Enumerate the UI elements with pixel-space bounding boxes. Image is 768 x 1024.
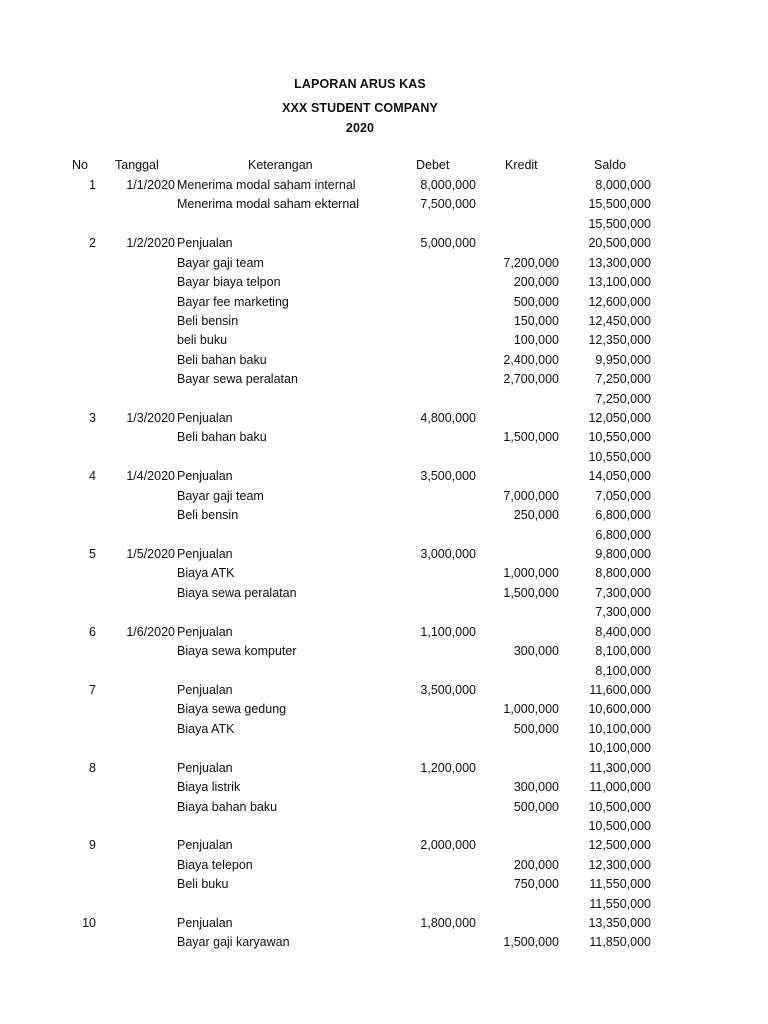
cell-keterangan: Biaya sewa gedung bbox=[177, 702, 287, 717]
cell-keterangan: Beli bensin bbox=[177, 508, 239, 523]
cell-kredit: 200,000 bbox=[513, 275, 559, 290]
cell-kredit: 300,000 bbox=[513, 780, 559, 795]
table-row bbox=[0, 564, 768, 583]
table-row bbox=[0, 487, 768, 506]
cell-kredit: 500,000 bbox=[513, 799, 559, 814]
cell-keterangan: Penjualan bbox=[177, 624, 233, 639]
cell-saldo: 11,850,000 bbox=[589, 935, 651, 950]
cell-saldo: 7,250,000 bbox=[595, 372, 651, 387]
cell-saldo: 10,500,000 bbox=[588, 818, 651, 833]
table-row bbox=[0, 603, 768, 622]
cell-kredit: 2,700,000 bbox=[503, 372, 559, 387]
cell-no: 3 bbox=[89, 411, 96, 426]
cell-saldo: 10,100,000 bbox=[588, 741, 651, 756]
cell-debet: 4,800,000 bbox=[420, 411, 476, 426]
company-name: XXX STUDENT COMPANY bbox=[282, 101, 438, 115]
cell-keterangan: Penjualan bbox=[177, 760, 233, 775]
cell-no: 5 bbox=[89, 547, 96, 562]
cell-debet: 7,500,000 bbox=[420, 197, 476, 212]
cell-kredit: 300,000 bbox=[513, 644, 559, 659]
table-row bbox=[0, 856, 768, 875]
cell-keterangan: Penjualan bbox=[177, 411, 233, 426]
cell-saldo: 10,100,000 bbox=[588, 721, 651, 736]
cell-saldo: 6,800,000 bbox=[595, 508, 651, 523]
cell-saldo: 7,050,000 bbox=[595, 488, 651, 503]
table-row bbox=[0, 914, 768, 933]
cell-no: 9 bbox=[89, 838, 96, 853]
table-row bbox=[0, 759, 768, 778]
cell-saldo: 20,500,000 bbox=[588, 236, 651, 251]
cell-keterangan: Biaya bahan baku bbox=[177, 799, 278, 814]
cell-saldo: 12,300,000 bbox=[588, 857, 651, 872]
cell-keterangan: Penjualan bbox=[177, 236, 233, 251]
cell-kredit: 2,400,000 bbox=[503, 352, 559, 367]
header-keterangan: Keterangan bbox=[248, 158, 313, 172]
table-row bbox=[0, 390, 768, 409]
cell-keterangan: Bayar sewa peralatan bbox=[177, 372, 298, 387]
table-row bbox=[0, 875, 768, 894]
table-row bbox=[0, 526, 768, 545]
cell-kredit: 500,000 bbox=[513, 721, 559, 736]
cell-saldo: 8,100,000 bbox=[595, 644, 651, 659]
cell-debet: 3,500,000 bbox=[420, 682, 476, 697]
cell-debet: 3,500,000 bbox=[420, 469, 476, 484]
cell-kredit: 150,000 bbox=[513, 313, 559, 328]
cell-saldo: 12,050,000 bbox=[588, 411, 651, 426]
cell-keterangan: Biaya telepon bbox=[177, 857, 253, 872]
cell-kredit: 200,000 bbox=[513, 857, 559, 872]
table-row bbox=[0, 739, 768, 758]
cell-keterangan: Beli bahan baku bbox=[177, 430, 267, 445]
cell-saldo: 12,350,000 bbox=[588, 333, 651, 348]
cell-saldo: 6,800,000 bbox=[595, 527, 651, 542]
cell-keterangan: Penjualan bbox=[177, 547, 233, 562]
table-row bbox=[0, 681, 768, 700]
cell-saldo: 12,500,000 bbox=[588, 838, 651, 853]
cash-flow-table bbox=[0, 176, 768, 953]
table-row bbox=[0, 254, 768, 273]
cell-debet: 5,000,000 bbox=[420, 236, 476, 251]
cell-keterangan: Penjualan bbox=[177, 682, 233, 697]
table-row bbox=[0, 642, 768, 661]
cell-saldo: 7,300,000 bbox=[595, 605, 651, 620]
cell-tanggal: 1/5/2020 bbox=[126, 547, 175, 562]
cell-saldo: 9,800,000 bbox=[595, 547, 651, 562]
cell-saldo: 13,100,000 bbox=[588, 275, 651, 290]
cell-no: 8 bbox=[89, 760, 96, 775]
cell-kredit: 1,500,000 bbox=[503, 935, 559, 950]
table-row bbox=[0, 370, 768, 389]
cell-keterangan: Bayar gaji karyawan bbox=[177, 935, 290, 950]
cell-saldo: 8,000,000 bbox=[595, 178, 651, 192]
cell-saldo: 15,500,000 bbox=[588, 197, 651, 212]
cell-no: 6 bbox=[89, 624, 96, 639]
table-row bbox=[0, 234, 768, 253]
table-row bbox=[0, 331, 768, 350]
table-row bbox=[0, 836, 768, 855]
cell-kredit: 1,500,000 bbox=[503, 430, 559, 445]
cell-kredit: 1,500,000 bbox=[503, 585, 559, 600]
table-row bbox=[0, 895, 768, 914]
cell-debet: 8,000,000 bbox=[420, 178, 476, 192]
cell-kredit: 500,000 bbox=[513, 294, 559, 309]
cell-tanggal: 1/3/2020 bbox=[126, 411, 175, 426]
table-row bbox=[0, 584, 768, 603]
table-row bbox=[0, 448, 768, 467]
cell-saldo: 11,300,000 bbox=[589, 760, 651, 775]
cell-keterangan: Bayar biaya telpon bbox=[177, 275, 281, 290]
cell-keterangan: Biaya ATK bbox=[177, 721, 235, 736]
cell-debet: 2,000,000 bbox=[420, 838, 476, 853]
table-row bbox=[0, 215, 768, 234]
cell-keterangan: Beli bahan baku bbox=[177, 352, 267, 367]
table-row bbox=[0, 351, 768, 370]
cell-tanggal: 1/1/2020 bbox=[126, 178, 175, 192]
report-title: LAPORAN ARUS KAS bbox=[294, 77, 426, 91]
table-row bbox=[0, 409, 768, 428]
table-row bbox=[0, 428, 768, 447]
cell-saldo: 15,500,000 bbox=[588, 216, 651, 231]
cell-saldo: 11,000,000 bbox=[589, 780, 651, 795]
table-row bbox=[0, 176, 768, 195]
cell-kredit: 100,000 bbox=[513, 333, 559, 348]
cell-saldo: 8,400,000 bbox=[595, 624, 651, 639]
cell-keterangan: Penjualan bbox=[177, 469, 233, 484]
cell-saldo: 8,100,000 bbox=[595, 663, 651, 678]
header-no: No bbox=[72, 158, 88, 172]
table-row bbox=[0, 720, 768, 739]
cell-kredit: 7,000,000 bbox=[503, 488, 559, 503]
cell-saldo: 11,550,000 bbox=[589, 896, 651, 911]
cell-kredit: 750,000 bbox=[513, 877, 559, 892]
cell-saldo: 11,600,000 bbox=[589, 682, 651, 697]
cell-saldo: 12,600,000 bbox=[588, 294, 651, 309]
table-row bbox=[0, 662, 768, 681]
cell-saldo: 14,050,000 bbox=[588, 469, 651, 484]
cell-keterangan: Penjualan bbox=[177, 838, 233, 853]
cell-no: 4 bbox=[89, 469, 96, 484]
cell-kredit: 7,200,000 bbox=[503, 255, 559, 270]
cell-kredit: 250,000 bbox=[513, 508, 559, 523]
cell-no: 7 bbox=[89, 682, 96, 697]
table-row bbox=[0, 545, 768, 564]
table-row bbox=[0, 933, 768, 952]
cell-saldo: 10,500,000 bbox=[588, 799, 651, 814]
cell-keterangan: Beli bensin bbox=[177, 313, 239, 328]
cell-keterangan: Biaya sewa komputer bbox=[177, 644, 297, 659]
cell-keterangan: Menerima modal saham ekternal bbox=[177, 197, 360, 212]
cell-debet: 1,200,000 bbox=[420, 760, 476, 775]
table-row bbox=[0, 195, 768, 214]
cell-saldo: 10,600,000 bbox=[588, 702, 651, 717]
cell-keterangan: Bayar fee marketing bbox=[177, 294, 289, 309]
cell-saldo: 11,550,000 bbox=[589, 877, 651, 892]
cell-keterangan: Menerima modal saham internal bbox=[177, 178, 356, 192]
cell-tanggal: 1/6/2020 bbox=[126, 624, 175, 639]
cell-keterangan: Bayar gaji team bbox=[177, 255, 264, 270]
cell-saldo: 9,950,000 bbox=[595, 352, 651, 367]
table-row bbox=[0, 817, 768, 836]
table-row bbox=[0, 312, 768, 331]
cell-keterangan: Bayar gaji team bbox=[177, 488, 264, 503]
cell-debet: 3,000,000 bbox=[420, 547, 476, 562]
cell-debet: 1,800,000 bbox=[420, 916, 476, 931]
header-debet: Debet bbox=[416, 158, 450, 172]
cell-saldo: 7,250,000 bbox=[595, 391, 651, 406]
cell-keterangan: Biaya sewa peralatan bbox=[177, 585, 297, 600]
report-year: 2020 bbox=[345, 121, 375, 135]
cell-saldo: 10,550,000 bbox=[588, 430, 651, 445]
cell-saldo: 10,550,000 bbox=[588, 449, 651, 464]
header-kredit: Kredit bbox=[505, 158, 538, 172]
cell-keterangan: Beli buku bbox=[177, 877, 229, 892]
header-saldo: Saldo bbox=[594, 158, 626, 172]
table-row bbox=[0, 293, 768, 312]
cell-saldo: 7,300,000 bbox=[595, 585, 651, 600]
table-row bbox=[0, 798, 768, 817]
table-row bbox=[0, 506, 768, 525]
cell-keterangan: Biaya listrik bbox=[177, 780, 241, 795]
table-row bbox=[0, 700, 768, 719]
cell-saldo: 13,350,000 bbox=[588, 916, 651, 931]
cell-no: 10 bbox=[82, 916, 96, 931]
header-tanggal: Tanggal bbox=[115, 158, 159, 172]
cell-keterangan: Penjualan bbox=[177, 916, 233, 931]
cell-kredit: 1,000,000 bbox=[503, 702, 559, 717]
cell-kredit: 1,000,000 bbox=[503, 566, 559, 581]
table-row bbox=[0, 623, 768, 642]
cell-keterangan: beli buku bbox=[177, 333, 228, 348]
table-row bbox=[0, 778, 768, 797]
cell-saldo: 8,800,000 bbox=[595, 566, 651, 581]
cell-tanggal: 1/2/2020 bbox=[126, 236, 175, 251]
cell-no: 1 bbox=[89, 178, 96, 192]
cell-saldo: 13,300,000 bbox=[588, 255, 651, 270]
cell-saldo: 12,450,000 bbox=[588, 313, 651, 328]
cell-debet: 1,100,000 bbox=[420, 624, 476, 639]
cell-no: 2 bbox=[89, 236, 96, 251]
table-row bbox=[0, 467, 768, 486]
cell-keterangan: Biaya ATK bbox=[177, 566, 235, 581]
table-row bbox=[0, 273, 768, 292]
cell-tanggal: 1/4/2020 bbox=[126, 469, 175, 484]
